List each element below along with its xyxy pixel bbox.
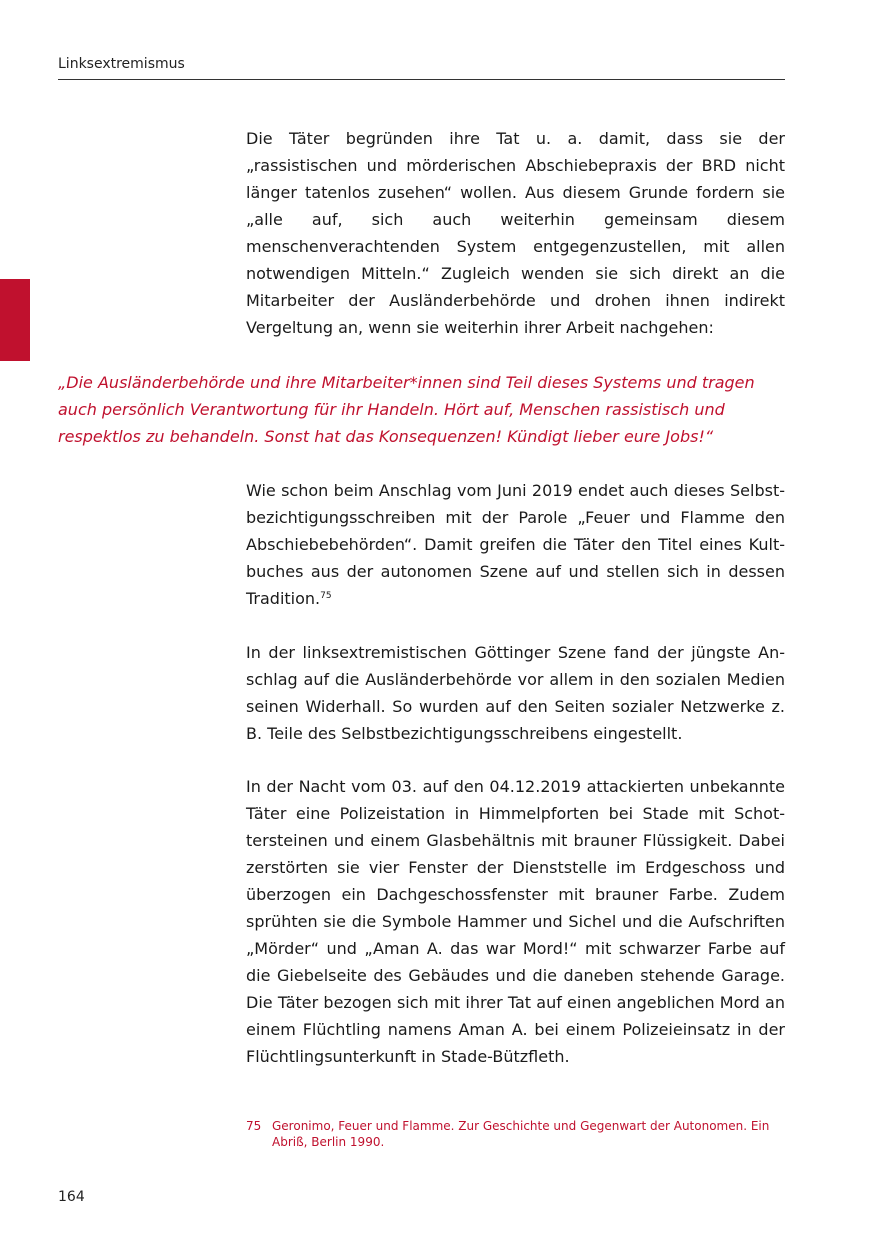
page-number: 164 (58, 1189, 85, 1205)
footnote-reference[interactable]: 75 (320, 591, 332, 601)
footnote (246, 1118, 785, 1150)
chapter-tab-marker (0, 279, 30, 361)
header-rule (58, 79, 785, 80)
footnote-text: Geronimo, Feuer und Flamme. Zur Geschichte und Gegenwart der Autonomen. Ein Abriß, Berlin 1990. (272, 1119, 770, 1149)
paragraph-4: In der Nacht vom 03. auf den 04.12.2019 attackierten unbekannte Täter eine Polizeistation in Himmelpforten bei Stade mit Schottersteinen und einem Glasbehältnis mit brauner Flüssigkeit. Dabei zerstörten sie vier Fenster der Dienststelle im Erdgeschoss und überzogen ein Dachgeschossfenster mit brauner Farbe. Zudem sprühten sie die Symbole Hammer und Sichel und die Aufschriften „Mörder“ und „Aman A. das war Mord!“ mit schwarzer Farbe auf die Giebelseite des Gebäudes und die daneben stehende Garage. Die Täter bezogen sich mit ihrer Tat auf einen angeblichen Mord an einem Flüchtling namens Aman A. bei einem Polizeieinsatz in der Flüchtlingsunterkunft in Stade-Bützfleth. (246, 777, 785, 1066)
paragraph-1: Die Täter begründen ihre Tat u. a. damit, dass sie der „rassistischen und mörderischen Abschiebepraxis der BRD nicht länger tatenlos zusehen“ wollen. Aus diesem Grunde fordern sie „alle auf, sich auch weiterhin gemeinsam diesem menschenverachtenden System entgegenzustellen, mit allen notwendigen Mitteln.“ Zugleich wenden sie sich direkt an die Mitarbeiter der Ausländerbehörde und drohen ihnen indirekt Vergeltung an, wenn sie weiterhin ihrer Arbeit nachgehen: (246, 129, 785, 337)
paragraph-3: In der linksextremistischen Göttinger Szene fand der jüngste Anschlag auf die Ausländerbehörde vor allem in den sozialen Medien seinen Widerhall. So wurden auf den Seiten sozialer Netzwerke z. B. Teile des Selbstbezichtigungsschreibens eingestellt. (246, 643, 785, 743)
paragraph-2-text: Wie schon beim Anschlag vom Juni 2019 endet auch dieses Selbstbezichtigungsschreiben mit der Parole „Feuer und Flamme den Abschiebebehörden“. Damit greifen die Täter den Titel eines Kultbuches aus der autonomen Szene auf und stellen sich in dessen Tradition. (246, 481, 785, 608)
block-quote: „Die Ausländerbehörde und ihre Mitarbeiter*innen sind Teil dieses Systems und tragen auch persönlich Verantwortung für ihr Handeln. Hört auf, Menschen rassistisch und respektlos zu behandeln. Sonst hat das Konsequenzen! Kündigt lieber eure Jobs!“ (58, 373, 755, 446)
footnote-number: 75 (246, 1119, 262, 1133)
running-header: Linksextremismus (58, 56, 185, 72)
paragraph-2 (246, 477, 785, 612)
